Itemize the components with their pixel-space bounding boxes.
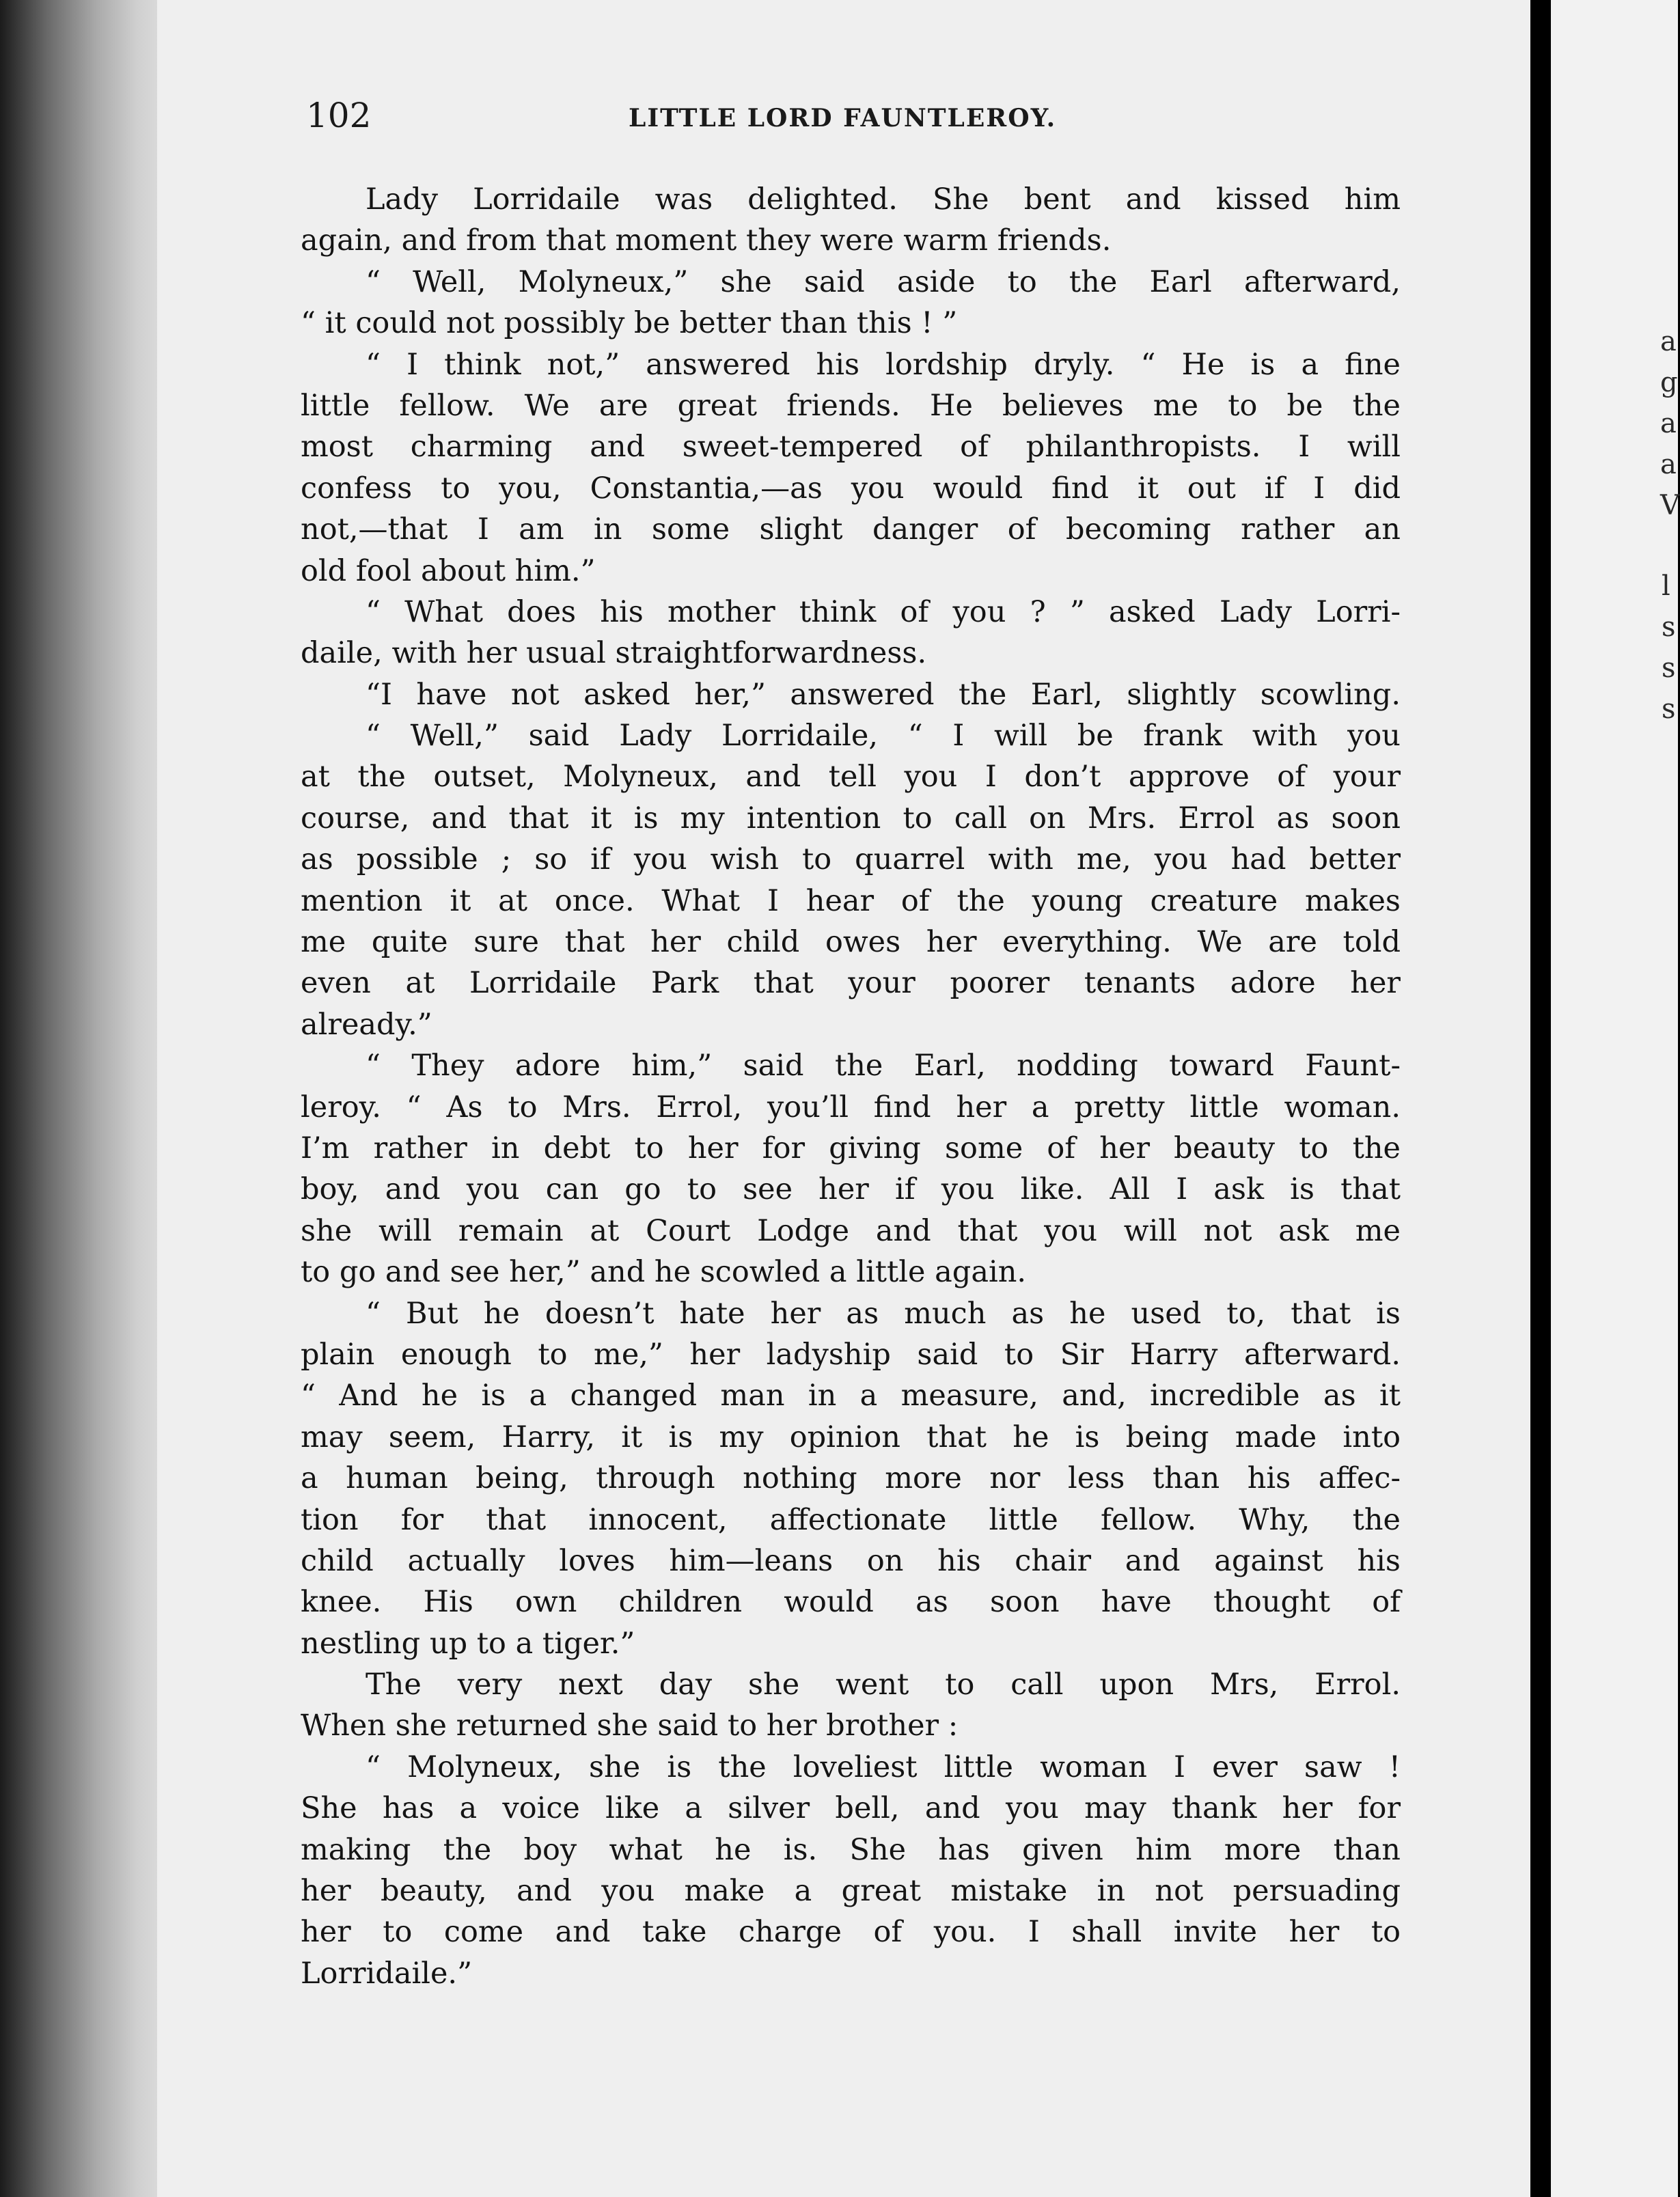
text-line: a human being, through nothing more nor less than his affec- [301,1461,1401,1496]
facing-page-letter: l [1662,570,1670,602]
text-line: me quite sure that her child owes her everything. We are told [301,925,1401,960]
text-line: child actually loves him—leans on his chair and against his [301,1543,1401,1578]
text-line: “ it could not possibly be better than this ! ” [301,306,958,341]
facing-page-letter: s [1662,611,1676,643]
text-line: nestling up to a tiger.” [301,1626,635,1661]
text-line: “I have not asked her,” answered the Earl, slightly scowling. [366,677,1401,712]
facing-page-letter: V [1660,490,1680,521]
text-line: “ Well,” said Lady Lorridaile, “ I will be frank with you [366,719,1401,754]
text-line: “ I think not,” answered his lordship dryly. “ He is a fine [366,347,1401,382]
text-line: “ They adore him,” said the Earl, nodding toward Faunt- [366,1049,1401,1083]
text-line: she will remain at Court Lodge and that you will not ask me [301,1213,1401,1248]
text-line: again, and from that moment they were warm friends. [301,223,1112,258]
facing-page-letter: a [1660,326,1677,357]
text-line: “ And he is a changed man in a measure, and, incredible as it [301,1379,1401,1413]
text-line: most charming and sweet-tempered of philanthropists. I will [301,430,1401,465]
text-line: plain enough to me,” her ladyship said to Sir Harry afterward. [301,1337,1401,1372]
page-number: 102 [306,96,372,135]
text-line: even at Lorridaile Park that your poorer tenants adore her [301,966,1401,1001]
text-line: daile, with her usual straightforwardness. [301,636,927,671]
text-line: She has a voice like a silver bell, and you may thank her for [301,1791,1401,1826]
text-line: “ But he doesn’t hate her as much as he used to, that is [366,1296,1401,1331]
text-line: confess to you, Constantia,—as you would find it out if I did [301,471,1401,506]
text-line: her to come and take charge of you. I shall invite her to [301,1915,1401,1950]
facing-page-letter: s [1662,693,1676,725]
running-title: LITTLE LORD FAUNTLEROY. [629,104,1057,133]
text-line: old fool about him.” [301,553,596,588]
text-line: “ Well, Molyneux,” she said aside to the Earl afterward, [366,264,1401,299]
text-line: course, and that it is my intention to call on Mrs. Errol as soon [301,801,1401,835]
text-line: her beauty, and you make a great mistake in not persuading [301,1874,1401,1909]
page-divider [1530,0,1551,2197]
text-line: Lorridaile.” [301,1956,473,1991]
text-line: boy, and you can go to see her if you like. All I ask is that [301,1172,1401,1207]
text-line: Lady Lorridaile was delighted. She bent and kissed him [366,182,1401,217]
text-line: already.” [301,1007,432,1042]
book-binding-gutter [0,0,178,2197]
text-line: “ What does his mother think of you ? ” asked Lady Lorri- [366,594,1401,629]
text-line: at the outset, Molyneux, and tell you I don’t approve of your [301,760,1401,794]
text-line: to go and see her,” and he scowled a little again. [301,1255,1027,1290]
text-line: tion for that innocent, affectionate little fellow. Why, the [301,1502,1401,1537]
page-header [301,96,1401,143]
text-line: When she returned she said to her brother : [301,1709,959,1743]
facing-page-letter: g [1660,367,1678,398]
text-line: “ Molyneux, she is the loveliest little woman I ever saw ! [366,1750,1401,1784]
text-line: mention it at once. What I hear of the young creature makes [301,883,1401,918]
facing-page-letter: a [1660,408,1677,439]
text-line: knee. His own children would as soon have thought of [301,1585,1401,1620]
body-text [301,179,1401,1994]
facing-page-letter: s [1662,652,1676,684]
facing-page-letter: a [1660,449,1677,480]
text-line: making the boy what he is. She has given him more than [301,1832,1401,1867]
text-line: leroy. “ As to Mrs. Errol, you’ll find her a pretty little woman. [301,1090,1401,1124]
text-line: as possible ; so if you wish to quarrel with me, you had better [301,842,1401,877]
text-line: I’m rather in debt to her for giving some of her beauty to the [301,1131,1401,1165]
text-line: may seem, Harry, it is my opinion that he is being made into [301,1420,1401,1454]
text-line: not,—that I am in some slight danger of becoming rather an [301,512,1401,547]
text-line: The very next day she went to call upon Mrs, Errol. [366,1668,1401,1702]
facing-page-edge [1551,0,1678,2197]
text-line: little fellow. We are great friends. He believes me to be the [301,388,1401,423]
